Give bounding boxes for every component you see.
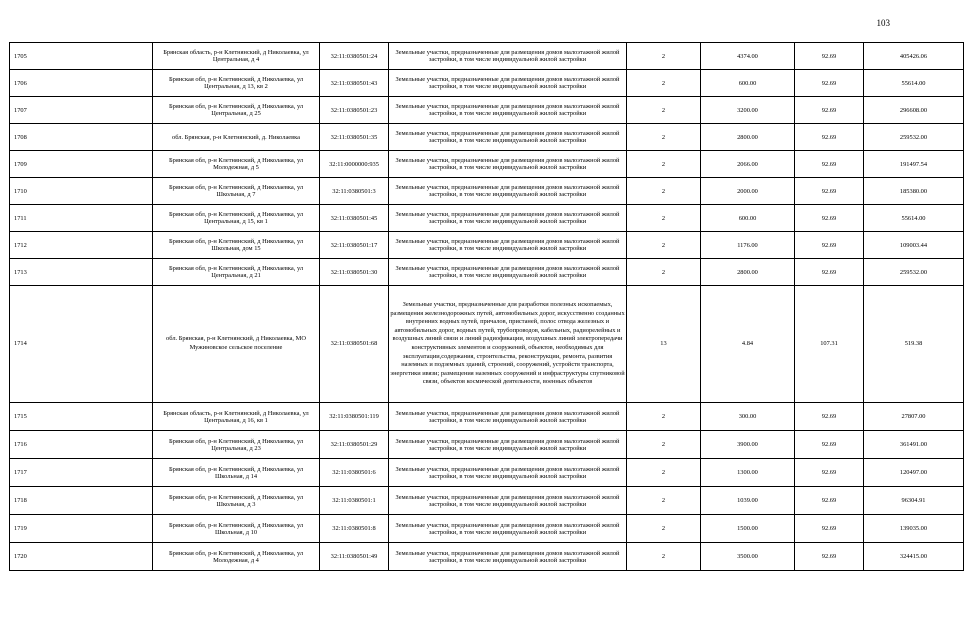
row-cadastral-number: 32:11:0380501:3: [320, 178, 389, 205]
row-land-use: Земельные участки, предназначенные для размещения домов малоэтажной жилой застройки, в том числе индивидуальной жилой застройки: [389, 543, 627, 571]
row-group: 2: [627, 487, 701, 515]
row-cadastral-value: 109003.44: [864, 232, 964, 259]
row-group: 2: [627, 124, 701, 151]
row-area: 1039.00: [701, 487, 795, 515]
row-cadastral-number: 32:11:0380501:68: [320, 286, 389, 403]
row-address: Брянская обл, р-н Клетнянский, д Николаевка, ул Школьная, дом 15: [153, 232, 320, 259]
row-address: Брянская обл, р-н Клетнянский, д Николаевка, ул Школьная, д 3: [153, 487, 320, 515]
table-row: [10, 43, 964, 70]
row-number: 1719: [10, 515, 153, 543]
row-address: Брянская обл, р-н Клетнянский, д Николаевка, ул Центральная, д 23: [153, 431, 320, 459]
row-cadastral-value: 185380.00: [864, 178, 964, 205]
row-uprks: 92.69: [795, 232, 864, 259]
registry-table: [9, 42, 964, 571]
row-group: 2: [627, 43, 701, 70]
row-cadastral-value: 120497.00: [864, 459, 964, 487]
row-group: 2: [627, 151, 701, 178]
row-number: 1717: [10, 459, 153, 487]
row-cadastral-number: 32:11:0380501:29: [320, 431, 389, 459]
table-row: [10, 151, 964, 178]
row-address: обл. Брянская, р-н Клетнянский, д. Николаевка: [153, 124, 320, 151]
row-address: Брянская обл, р-н Клетнянский, д Николаевка, ул Школьная, д 7: [153, 178, 320, 205]
row-number: 1706: [10, 70, 153, 97]
row-uprks: 92.69: [795, 487, 864, 515]
row-uprks: 107.31: [795, 286, 864, 403]
row-area: 1176.00: [701, 232, 795, 259]
row-area: 300.00: [701, 403, 795, 431]
row-uprks: 92.69: [795, 43, 864, 70]
row-area: 2066.00: [701, 151, 795, 178]
row-land-use: Земельные участки, предназначенные для разработки полезных ископаемых, размещения железнодорожных путей, автомобильных дорог, искусственно созданных внутренних водных путей, причалов, пристаней, полос отвода железных и автомобильных дорог, водных путей, трубопроводов, кабельных, радиорелейных и воздушных линий связи и линий радиофикации, воздушных линий электропередачи конструктивных элементов и сооружений, объектов, необходимых для эксплуатации,содержания, строительства, реконструкции, ремонта, развития наземных и подземных зданий, строений, сооружений, устройств транспорта, энергетики ивязи; размещения наземных сооружений и инфраструктуры спутниковой связи, объектов космической деятельности, военных объектов: [389, 286, 627, 403]
row-uprks: 92.69: [795, 70, 864, 97]
row-number: 1709: [10, 151, 153, 178]
row-area: 4374.00: [701, 43, 795, 70]
row-land-use: Земельные участки, предназначенные для размещения домов малоэтажной жилой застройки, в том числе индивидуальной жилой застройки: [389, 232, 627, 259]
row-address: Брянская обл, р-н Клетнянский, д Николаевка, ул Центральная, д 15, кв 1: [153, 205, 320, 232]
row-land-use: Земельные участки, предназначенные для размещения домов малоэтажной жилой застройки, в том числе индивидуальной жилой застройки: [389, 70, 627, 97]
row-land-use: Земельные участки, предназначенные для размещения домов малоэтажной жилой застройки, в том числе индивидуальной жилой застройки: [389, 124, 627, 151]
row-land-use: Земельные участки, предназначенные для размещения домов малоэтажной жилой застройки, в том числе индивидуальной жилой застройки: [389, 259, 627, 286]
row-cadastral-value: 519.38: [864, 286, 964, 403]
row-cadastral-number: 32:11:0380501:35: [320, 124, 389, 151]
row-number: 1714: [10, 286, 153, 403]
row-land-use: Земельные участки, предназначенные для размещения домов малоэтажной жилой застройки, в том числе индивидуальной жилой застройки: [389, 431, 627, 459]
table-row: [10, 97, 964, 124]
row-uprks: 92.69: [795, 124, 864, 151]
row-land-use: Земельные участки, предназначенные для размещения домов малоэтажной жилой застройки, в том числе индивидуальной жилой застройки: [389, 151, 627, 178]
row-uprks: 92.69: [795, 515, 864, 543]
row-cadastral-number: 32:11:0380501:45: [320, 205, 389, 232]
row-cadastral-number: 32:11:0380501:30: [320, 259, 389, 286]
row-group: 2: [627, 70, 701, 97]
row-number: 1712: [10, 232, 153, 259]
row-address: Брянская обл, р-н Клетнянский, д Николаевка, ул Школьная, д 10: [153, 515, 320, 543]
row-cadastral-number: 32:11:0380501:119: [320, 403, 389, 431]
row-area: 3500.00: [701, 543, 795, 571]
row-address: Брянская обл, р-н Клетнянский, д Николаевка, ул Молодежная, д 5: [153, 151, 320, 178]
row-cadastral-number: 32:11:0380501:23: [320, 97, 389, 124]
row-uprks: 92.69: [795, 97, 864, 124]
row-number: 1715: [10, 403, 153, 431]
row-group: 2: [627, 205, 701, 232]
row-number: 1708: [10, 124, 153, 151]
row-cadastral-value: 361491.00: [864, 431, 964, 459]
row-number: 1720: [10, 543, 153, 571]
row-group: 2: [627, 178, 701, 205]
table-row: [10, 487, 964, 515]
table-row: [10, 70, 964, 97]
row-uprks: 92.69: [795, 459, 864, 487]
table-row: [10, 543, 964, 571]
table-row: [10, 459, 964, 487]
row-cadastral-value: 55614.00: [864, 70, 964, 97]
row-area: 3900.00: [701, 431, 795, 459]
row-land-use: Земельные участки, предназначенные для размещения домов малоэтажной жилой застройки, в том числе индивидуальной жилой застройки: [389, 515, 627, 543]
row-area: 600.00: [701, 70, 795, 97]
row-cadastral-value: 296608.00: [864, 97, 964, 124]
row-address: Брянская область, р-н Клетнянский, д Николаевка, ул Центральная, д 16, кв 1: [153, 403, 320, 431]
row-group: 2: [627, 543, 701, 571]
row-uprks: 92.69: [795, 259, 864, 286]
row-address: Брянская обл, р-н Клетнянский, д Николаевка, ул Центральная, д 21: [153, 259, 320, 286]
row-uprks: 92.69: [795, 431, 864, 459]
row-group: 13: [627, 286, 701, 403]
row-number: 1710: [10, 178, 153, 205]
row-land-use: Земельные участки, предназначенные для размещения домов малоэтажной жилой застройки, в том числе индивидуальной жилой застройки: [389, 178, 627, 205]
table-row: [10, 178, 964, 205]
row-cadastral-number: 32:11:0380501:43: [320, 70, 389, 97]
row-number: 1713: [10, 259, 153, 286]
table-row: [10, 403, 964, 431]
row-number: 1718: [10, 487, 153, 515]
row-land-use: Земельные участки, предназначенные для размещения домов малоэтажной жилой застройки, в том числе индивидуальной жилой застройки: [389, 43, 627, 70]
row-area: 3200.00: [701, 97, 795, 124]
row-land-use: Земельные участки, предназначенные для размещения домов малоэтажной жилой застройки, в том числе индивидуальной жилой застройки: [389, 459, 627, 487]
row-cadastral-value: 405426.06: [864, 43, 964, 70]
row-number: 1705: [10, 43, 153, 70]
row-cadastral-value: 55614.00: [864, 205, 964, 232]
row-address: обл. Брянская, р-н Клетнянский, д Николаевка, МО Мужиновское сельское поселение: [153, 286, 320, 403]
table-row: [10, 286, 964, 403]
row-cadastral-value: 259532.00: [864, 124, 964, 151]
row-uprks: 92.69: [795, 543, 864, 571]
row-area: 600.00: [701, 205, 795, 232]
row-area: 2800.00: [701, 259, 795, 286]
row-uprks: 92.69: [795, 403, 864, 431]
row-land-use: Земельные участки, предназначенные для размещения домов малоэтажной жилой застройки, в том числе индивидуальной жилой застройки: [389, 97, 627, 124]
row-land-use: Земельные участки, предназначенные для размещения домов малоэтажной жилой застройки, в том числе индивидуальной жилой застройки: [389, 487, 627, 515]
row-land-use: Земельные участки, предназначенные для размещения домов малоэтажной жилой застройки, в том числе индивидуальной жилой застройки: [389, 205, 627, 232]
row-area: 1300.00: [701, 459, 795, 487]
table-row: [10, 515, 964, 543]
row-cadastral-number: 32:11:0380501:6: [320, 459, 389, 487]
row-cadastral-value: 96304.91: [864, 487, 964, 515]
row-cadastral-number: 32:11:0380501:24: [320, 43, 389, 70]
row-cadastral-number: 32:11:0000000:935: [320, 151, 389, 178]
row-area: 2800.00: [701, 124, 795, 151]
row-cadastral-number: 32:11:0380501:8: [320, 515, 389, 543]
row-address: Брянская обл, р-н Клетнянский, д Николаевка, ул Школьная, д 14: [153, 459, 320, 487]
table-row: [10, 232, 964, 259]
row-cadastral-number: 32:11:0380501:17: [320, 232, 389, 259]
row-cadastral-value: 139035.00: [864, 515, 964, 543]
row-area: 2000.00: [701, 178, 795, 205]
row-group: 2: [627, 431, 701, 459]
row-group: 2: [627, 232, 701, 259]
row-cadastral-value: 27807.00: [864, 403, 964, 431]
row-area: 1500.00: [701, 515, 795, 543]
row-number: 1707: [10, 97, 153, 124]
row-group: 2: [627, 259, 701, 286]
row-cadastral-value: 324415.00: [864, 543, 964, 571]
row-uprks: 92.69: [795, 151, 864, 178]
row-group: 2: [627, 403, 701, 431]
row-number: 1711: [10, 205, 153, 232]
row-cadastral-number: 32:11:0380501:1: [320, 487, 389, 515]
row-group: 2: [627, 515, 701, 543]
row-address: Брянская обл, р-н Клетнянский, д Николаевка, ул Молодежная, д 4: [153, 543, 320, 571]
row-group: 2: [627, 97, 701, 124]
row-uprks: 92.69: [795, 205, 864, 232]
row-cadastral-value: 259532.00: [864, 259, 964, 286]
row-uprks: 92.69: [795, 178, 864, 205]
row-cadastral-number: 32:11:0380501:49: [320, 543, 389, 571]
row-number: 1716: [10, 431, 153, 459]
table-row: [10, 431, 964, 459]
table-row: [10, 205, 964, 232]
row-group: 2: [627, 459, 701, 487]
row-address: Брянская область, р-н Клетнянский, д Николаевка, ул Центральная, д 4: [153, 43, 320, 70]
row-address: Брянская обл, р-н Клетнянский, д Николаевка, ул Центральная, д 13, кв 2: [153, 70, 320, 97]
row-area: 4.84: [701, 286, 795, 403]
row-cadastral-value: 191497.54: [864, 151, 964, 178]
row-land-use: Земельные участки, предназначенные для размещения домов малоэтажной жилой застройки, в том числе индивидуальной жилой застройки: [389, 403, 627, 431]
row-address: Брянская обл, р-н Клетнянский, д Николаевка, ул Центральная, д 25: [153, 97, 320, 124]
page-number: 103: [876, 18, 890, 28]
table-row: [10, 259, 964, 286]
table-row: [10, 124, 964, 151]
